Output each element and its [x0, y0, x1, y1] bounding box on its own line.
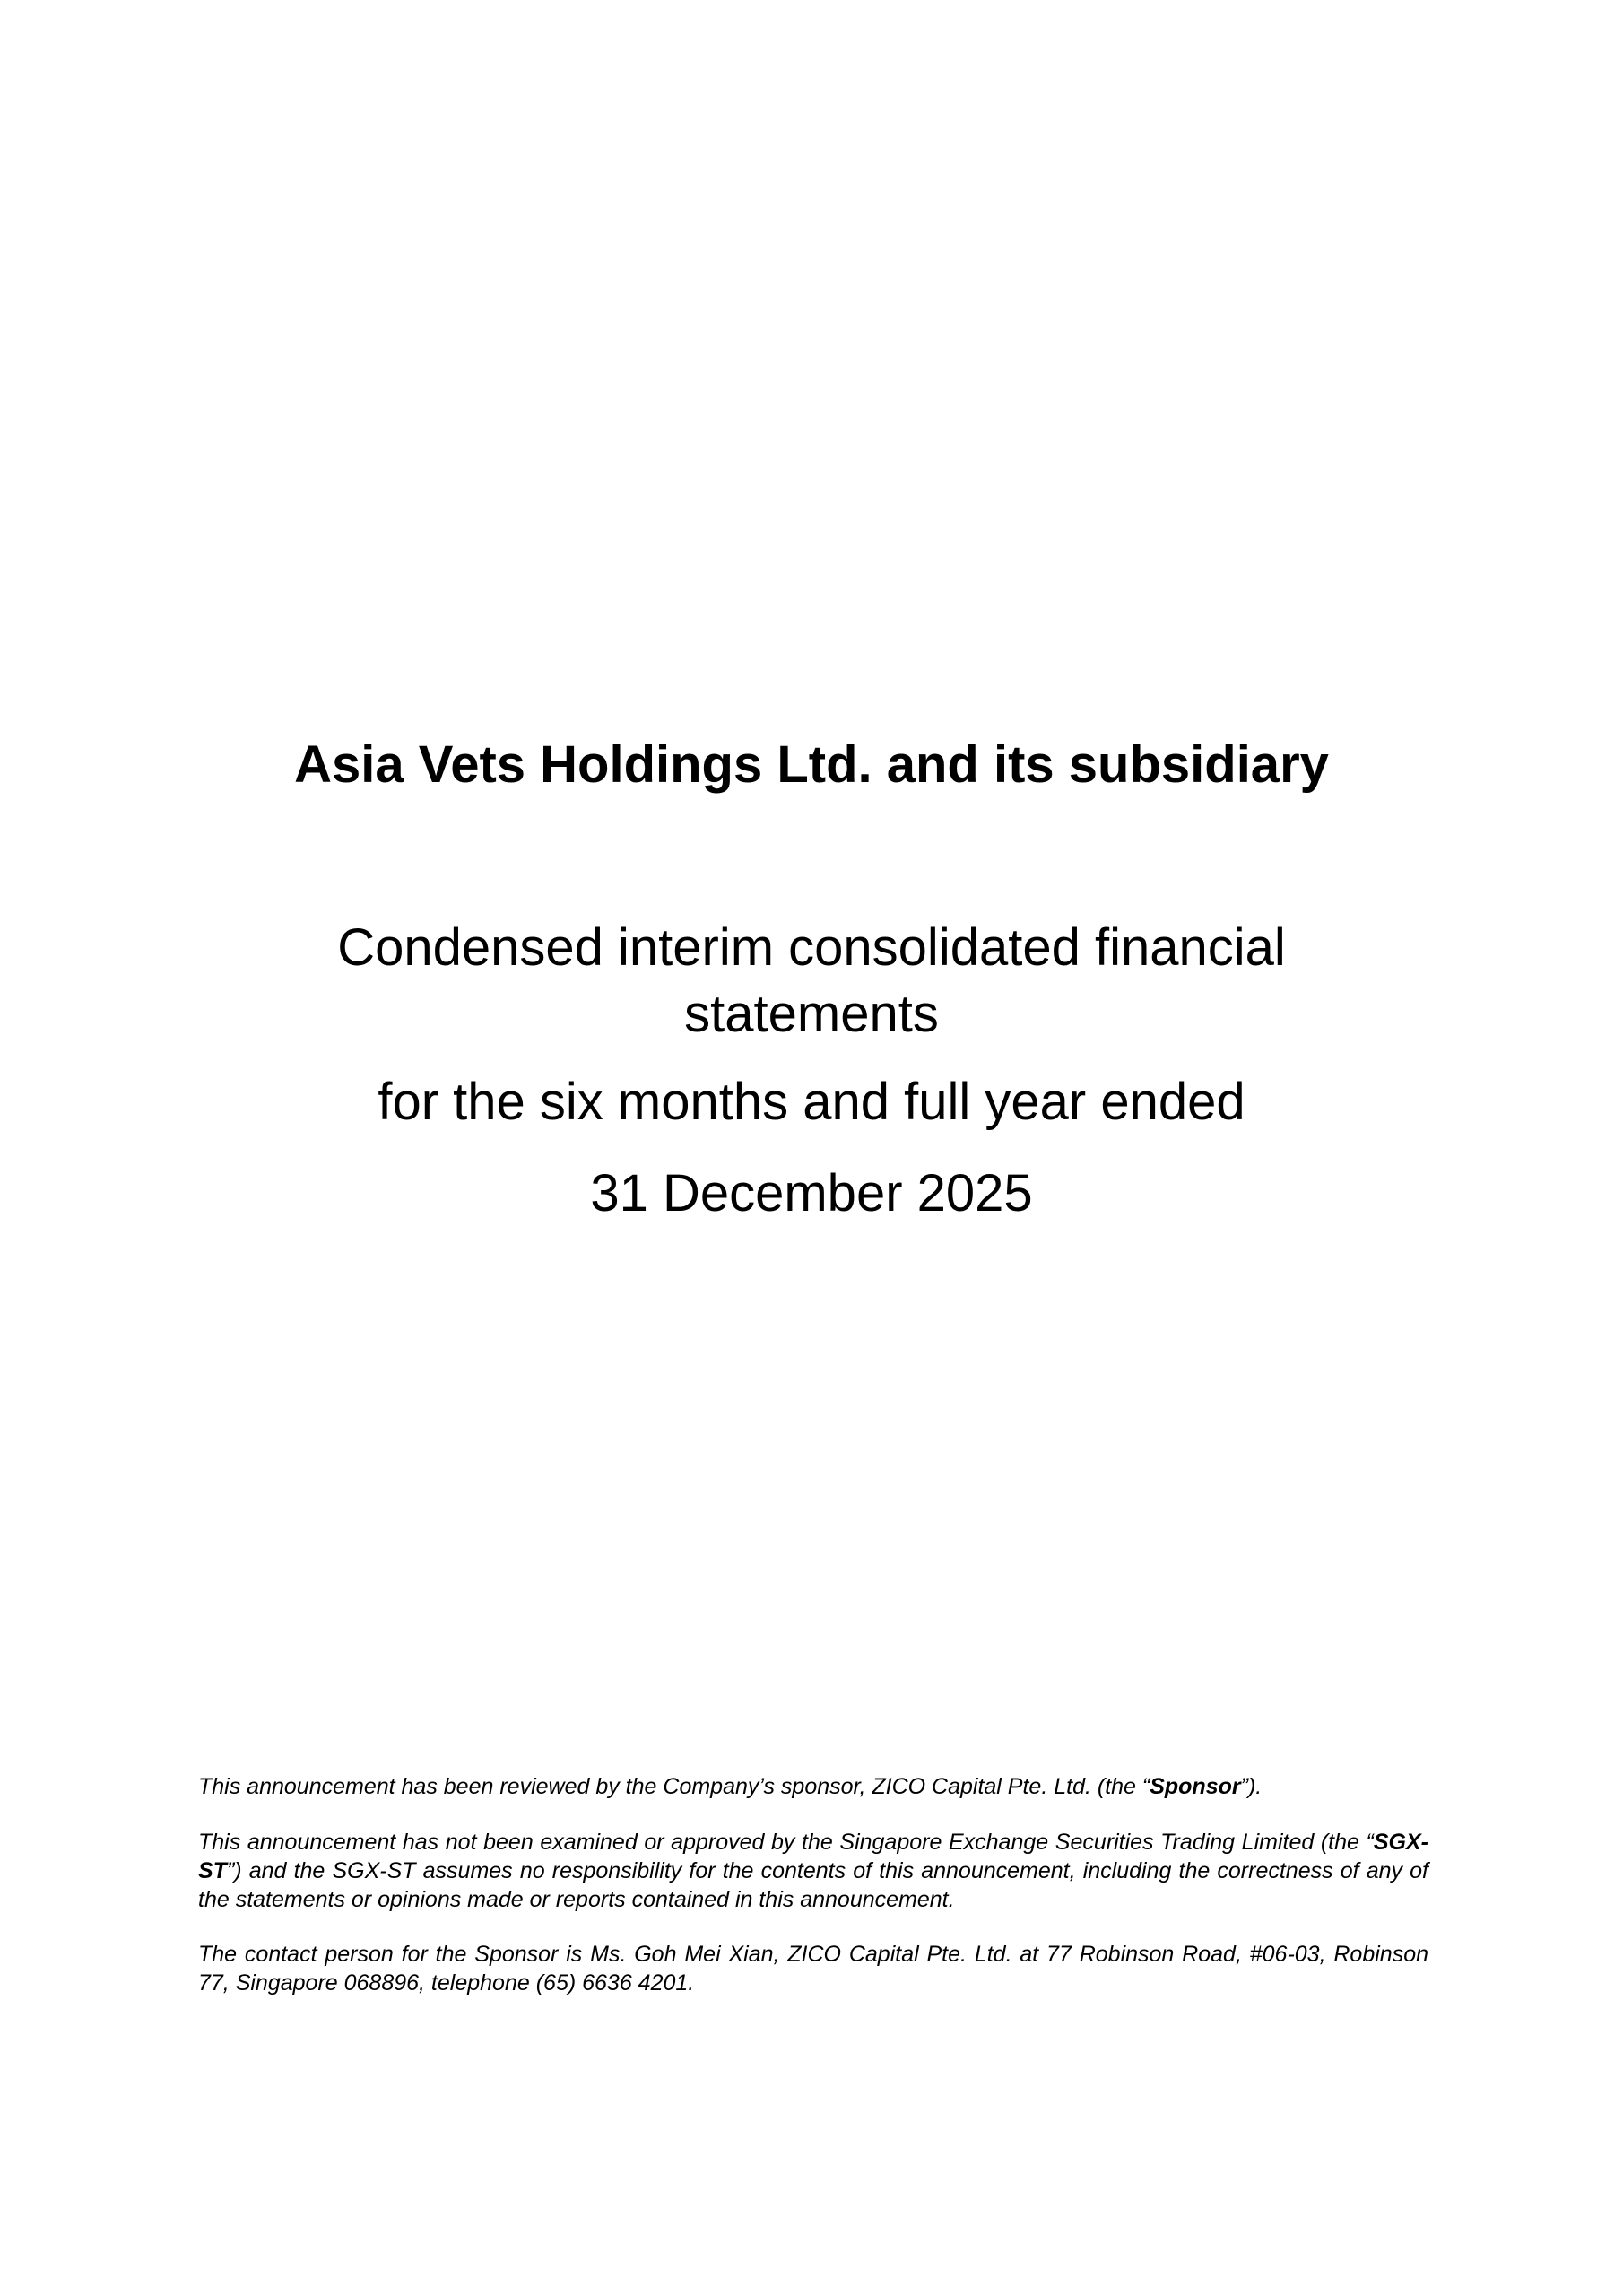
report-title: Condensed interim consolidated financial statements: [337, 918, 1286, 1043]
company-name: Asia Vets Holdings Ltd. and its subsidiary: [294, 735, 1329, 794]
report-period: for the six months and full year ended: [378, 1073, 1245, 1131]
sgx-term: SGX-ST: [198, 1830, 1428, 1883]
sponsor-review-text: This announcement has been reviewed by the Company’s sponsor, ZICO Capital Pte. Ltd. (the “: [198, 1774, 1150, 1799]
sponsor-review-suffix: ”).: [1240, 1774, 1263, 1799]
sponsor-term: Sponsor: [1150, 1774, 1241, 1799]
sgx-disclaimer: [198, 1828, 1428, 1914]
sgx-disclaimer-text: This announcement has not been examined or approved by the Singapore Exchange Securities Trading Limited (the “: [198, 1830, 1374, 1855]
sponsor-review-notice: [198, 1772, 1428, 1801]
sponsor-contact: The contact person for the Sponsor is Ms. Goh Mei Xian, ZICO Capital Pte. Ltd. at 77 Robinson Road, #06-03, Robinson 77, Singapore 068896, telephone (65) 6636 4201.: [198, 1942, 1428, 1996]
report-date: 31 December 2025: [590, 1164, 1033, 1222]
sgx-disclaimer-suffix: ”) and the SGX-ST assumes no responsibility for the contents of this announcement, including the correctness of any of the statements or opinions made or reports contained in this announcement.: [198, 1858, 1428, 1912]
